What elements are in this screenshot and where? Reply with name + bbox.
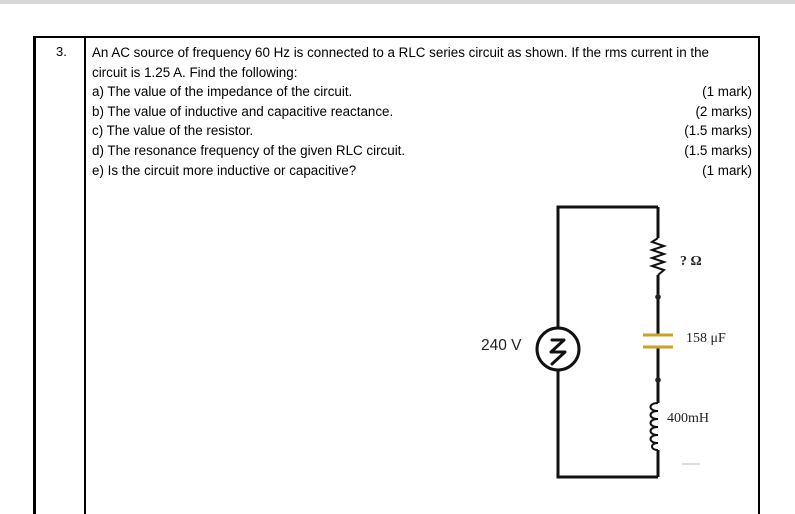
part-b-text: b) The value of inductive and capacitive reactance. bbox=[92, 103, 394, 119]
inductor-coil bbox=[651, 403, 659, 450]
question-number: 3. bbox=[56, 44, 67, 59]
resistor-label: ? Ω bbox=[680, 254, 702, 269]
part-a-text: a) The value of the impedance of the circuit. bbox=[92, 84, 353, 100]
part-a-marks: (1 mark) bbox=[702, 84, 752, 100]
resistor-node-bottom bbox=[655, 294, 661, 300]
part-b-marks: (2 marks) bbox=[695, 103, 752, 119]
capacitor-label: 158 μF bbox=[686, 331, 726, 346]
inductor-node-top bbox=[655, 377, 661, 383]
part-d-marks: (1.5 marks) bbox=[684, 142, 752, 158]
wire-top-left bbox=[558, 207, 658, 328]
question-intro-line-1: An AC source of frequency 60 Hz is connected to a RLC series circuit as shown. If the rms current in the bbox=[92, 45, 709, 60]
part-e-marks: (1 mark) bbox=[702, 162, 752, 178]
part-c-text: c) The value of the resistor. bbox=[92, 123, 254, 139]
wire-bottom-left bbox=[558, 370, 658, 477]
ac-source-circle bbox=[537, 328, 579, 370]
capacitor bbox=[643, 335, 673, 347]
part-e-text: e) Is the circuit more inductive or capacitive? bbox=[92, 162, 357, 178]
part-c-marks: (1.5 marks) bbox=[684, 123, 752, 139]
ac-source bbox=[537, 328, 579, 370]
question-intro-line-2: circuit is 1.25 A. Find the following: bbox=[92, 64, 298, 80]
resistor-zigzag bbox=[652, 238, 664, 275]
inductor-label: 400mH bbox=[667, 411, 709, 426]
part-d-text: d) The resonance frequency of the given RLC circuit. bbox=[92, 142, 406, 158]
source-label: 240 V bbox=[481, 337, 522, 354]
